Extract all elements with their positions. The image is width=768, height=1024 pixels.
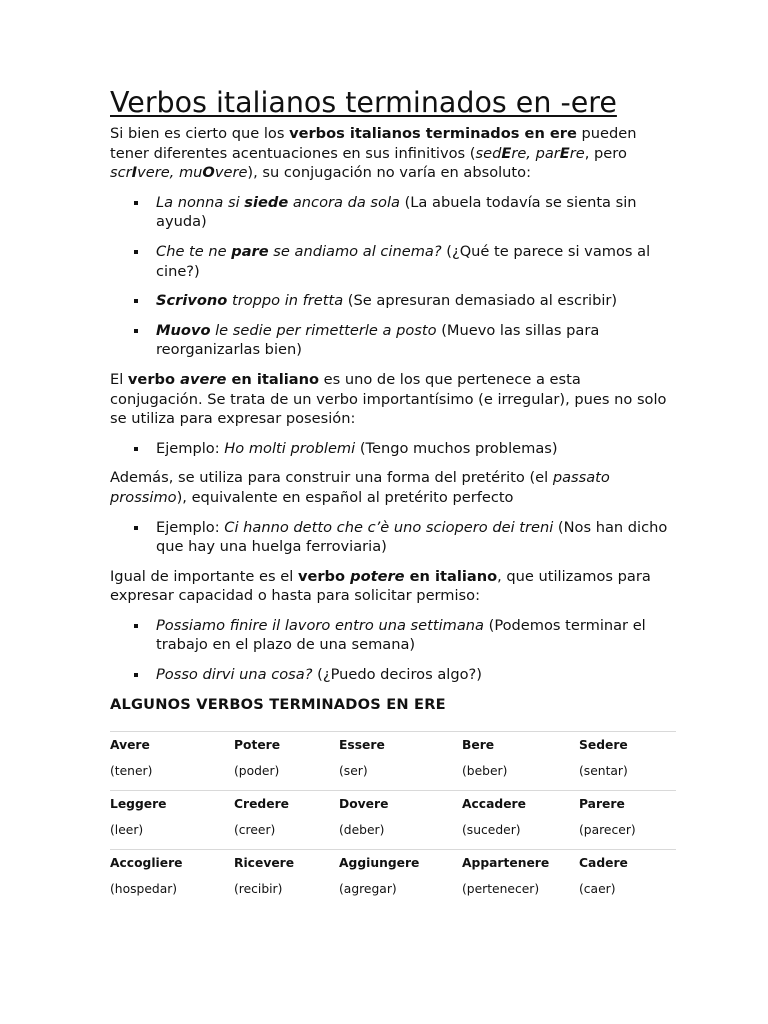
text-run: (¿Puedo deciros algo?)	[312, 666, 482, 684]
verb-cell: Bere	[462, 731, 579, 757]
intro-paragraph	[110, 124, 676, 183]
passato-example-list	[110, 518, 676, 557]
verb-cell: Accogliere	[110, 849, 234, 875]
emphasized-text: Che te ne	[156, 242, 232, 260]
text-run: Ejemplo:	[156, 439, 225, 457]
translation-cell: (beber)	[462, 763, 508, 778]
conjugation-examples-list	[110, 193, 676, 360]
emphasized-text: sed	[475, 144, 502, 162]
emphasized-text: vere, mu	[137, 164, 203, 182]
list-item	[156, 242, 676, 281]
emphasized-text: Possiamo finire il lavoro entro una settimana	[156, 616, 484, 634]
emphasized-text: verbos italianos terminados en ere	[289, 125, 577, 142]
emphasized-text: se andiamo al cinema?	[268, 242, 442, 260]
emphasized-text: E	[501, 144, 512, 162]
passato-prossimo-paragraph	[110, 468, 676, 507]
avere-paragraph	[110, 370, 676, 429]
translation-cell: (ser)	[339, 763, 368, 778]
verb-row	[110, 849, 676, 875]
verb-cell: Avere	[110, 731, 234, 757]
emphasized-text: siede	[244, 193, 289, 211]
text-run: es uno de los que pertenece a esta conjugación. Se trata de un verbo importantísimo (e irregular), pues no solo se utiliza para expresar posesión:	[110, 370, 667, 428]
verb-cell: Accadere	[462, 790, 579, 816]
emphasized-text: La nonna si	[156, 193, 245, 211]
verb-cell: Cadere	[579, 849, 676, 875]
verb-cell: Dovere	[339, 790, 462, 816]
translation-row	[110, 816, 676, 850]
text-run: (Podemos terminar el trabajo en el plazo de una semana)	[156, 616, 646, 654]
emphasized-text: O	[202, 164, 215, 182]
text-run: Ejemplo:	[156, 518, 225, 536]
emphasized-text: verbo	[127, 370, 181, 388]
translation-cell: (creer)	[234, 822, 276, 837]
text-run: pueden tener diferentes acentuaciones en sus infinitivos (	[110, 125, 637, 162]
translation-cell: (pertenecer)	[462, 881, 540, 896]
list-item	[156, 439, 676, 459]
translation-row	[110, 875, 676, 908]
verb-cell: Ricevere	[234, 849, 339, 875]
list-item	[156, 193, 676, 232]
emphasized-text: I	[131, 164, 138, 182]
verb-row	[110, 790, 676, 816]
emphasized-text: Ho molti problemi	[224, 439, 356, 457]
emphasized-text: Posso dirvi una cosa?	[156, 666, 313, 684]
verb-cell: Sedere	[579, 731, 676, 757]
emphasized-text: re, par	[511, 144, 560, 162]
translation-cell: (caer)	[579, 881, 616, 896]
list-item	[156, 291, 676, 311]
page-title: Verbos italianos terminados en -ere	[110, 86, 617, 119]
verb-cell: Leggere	[110, 790, 234, 816]
list-item	[156, 616, 676, 655]
text-run: Si bien es cierto que los	[110, 125, 290, 142]
translation-cell: (parecer)	[579, 822, 636, 837]
list-item	[156, 665, 676, 685]
translation-cell: (suceder)	[462, 822, 521, 837]
emphasized-text: avere	[180, 370, 227, 388]
emphasized-text: en italiano	[226, 370, 319, 388]
verbs-table-title: ALGUNOS VERBOS TERMINADOS EN ERE	[110, 695, 446, 713]
text-run: Igual de importante es el	[110, 567, 298, 585]
verb-cell: Aggiungere	[339, 849, 462, 875]
translation-cell: (agregar)	[339, 881, 397, 896]
text-run: (Muevo las sillas para reorganizarlas bien)	[156, 321, 600, 359]
text-run: (Nos han dicho que hay una huelga ferroviaria)	[156, 518, 668, 556]
translation-cell: (poder)	[234, 763, 280, 778]
emphasized-text: scr	[110, 164, 132, 182]
list-item	[156, 321, 676, 360]
emphasized-text: ancora da sola	[288, 193, 400, 211]
emphasized-text: Muovo	[156, 321, 211, 339]
emphasized-text: E	[559, 144, 570, 162]
emphasized-text: verbo	[297, 567, 351, 585]
verb-cell: Essere	[339, 731, 462, 757]
text-run: El	[110, 370, 128, 388]
verb-cell: Credere	[234, 790, 339, 816]
emphasized-text: vere	[214, 164, 248, 182]
list-item	[156, 518, 676, 557]
translation-cell: (hospedar)	[110, 881, 178, 896]
emphasized-text: pare	[231, 242, 269, 260]
verb-cell: Parere	[579, 790, 676, 816]
verb-cell: Potere	[234, 731, 339, 757]
text-run: , que utilizamos para expresar capacidad o hasta para solicitar permiso:	[110, 567, 651, 605]
translation-cell: (tener)	[110, 763, 153, 778]
text-run: (La abuela todavía se sienta sin ayuda)	[156, 193, 637, 231]
emphasized-text: en italiano	[404, 567, 498, 585]
text-run: (Tengo muchos problemas)	[355, 439, 558, 457]
potere-paragraph	[110, 567, 676, 606]
document-page	[110, 86, 676, 908]
emphasized-text: le sedie per rimetterle a posto	[210, 321, 437, 339]
text-run: (Se apresuran demasiado al escribir)	[343, 292, 618, 310]
translation-row	[110, 757, 676, 791]
potere-examples-list	[110, 616, 676, 685]
verb-cell: Appartenere	[462, 849, 579, 875]
translation-cell: (sentar)	[579, 763, 628, 778]
emphasized-text: potere	[350, 567, 405, 585]
emphasized-text: troppo in fretta	[227, 292, 344, 310]
translation-cell: (leer)	[110, 822, 144, 837]
text-run: (¿Qué te parece si vamos al cine?)	[156, 242, 651, 280]
verb-row	[110, 731, 676, 757]
emphasized-text: Ci hanno detto che c’è uno sciopero dei treni	[224, 518, 554, 536]
text-run: ), equivalente en español al pretérito perfecto	[176, 488, 514, 506]
translation-cell: (deber)	[339, 822, 385, 837]
emphasized-text: Scrivono	[156, 292, 228, 310]
translation-cell: (recibir)	[234, 881, 283, 896]
text-run: Además, se utiliza para construir una forma del pretérito (el	[110, 469, 553, 487]
emphasized-text: passato prossimo	[110, 469, 610, 506]
emphasized-text: re	[569, 144, 585, 162]
avere-example-list	[110, 439, 676, 459]
verbs-table	[110, 731, 676, 908]
text-run: ), su conjugación no varía en absoluto:	[247, 164, 532, 182]
text-run: , pero	[584, 144, 627, 162]
